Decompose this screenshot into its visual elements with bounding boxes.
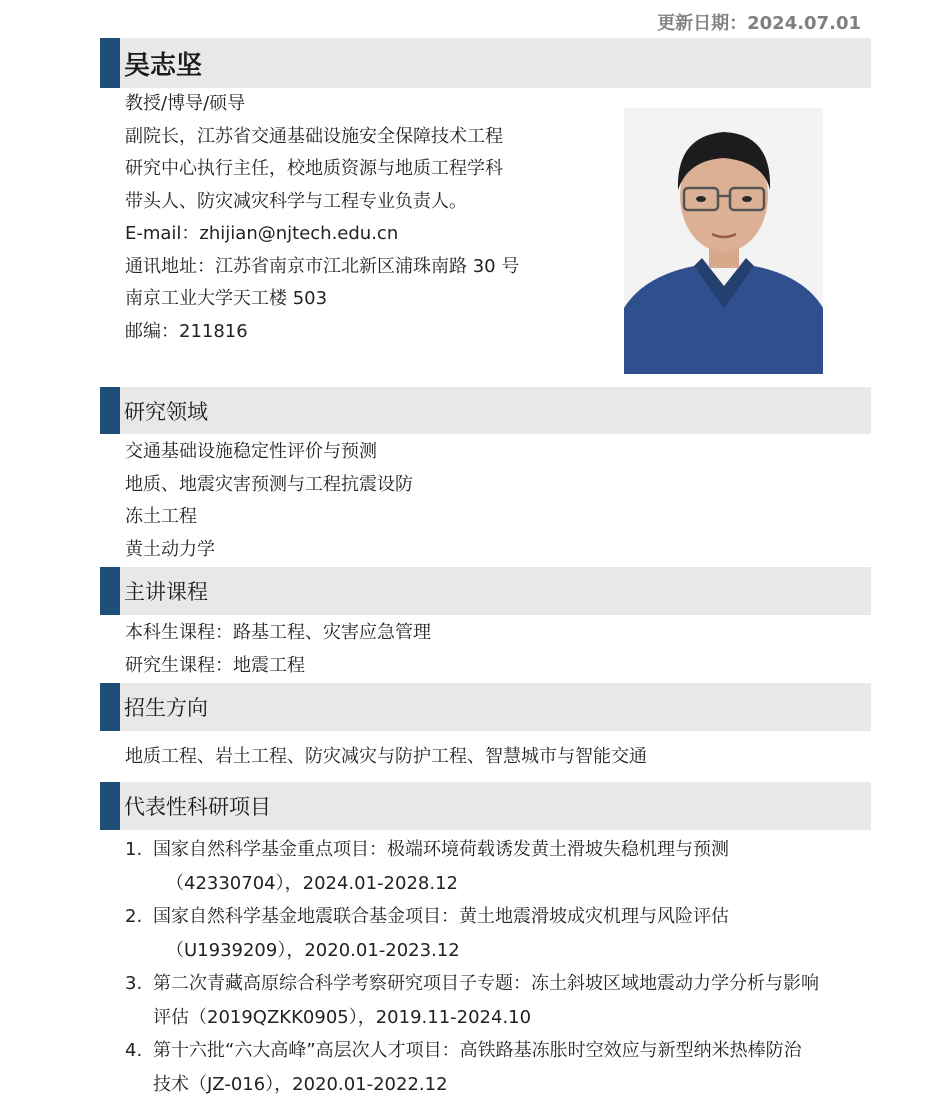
project-item bbox=[125, 967, 819, 1034]
section-header-projects bbox=[100, 782, 871, 830]
project-title: 国家自然科学基金地震联合基金项目：黄土地震滑坡成灾机理与风险评估 bbox=[153, 906, 729, 927]
profile-address: 南京工业大学天工楼 503 bbox=[125, 288, 328, 309]
section-header-admission bbox=[100, 683, 871, 731]
update-date: 更新日期：2024.07.01 bbox=[657, 13, 861, 34]
section-title: 代表性科研项目 bbox=[124, 795, 271, 819]
research-item: 黄土动力学 bbox=[125, 538, 215, 560]
header-accent-bar bbox=[100, 782, 120, 830]
section-title: 研究领域 bbox=[124, 399, 208, 424]
research-item: 冻土工程 bbox=[125, 506, 197, 527]
courses-list bbox=[125, 617, 431, 682]
profile-address: 通讯地址：江苏省南京市江北新区浦珠南路 30 号 bbox=[125, 255, 520, 277]
header-accent-bar bbox=[100, 683, 120, 731]
header-accent-bar bbox=[100, 38, 120, 88]
header-accent-bar bbox=[100, 387, 120, 434]
admission-item: 地质工程、岩土工程、防灾减灾与防护工程、智慧城市与智能交通 bbox=[125, 746, 647, 767]
profile-position: 副院长，江苏省交通基础设施安全保障技术工程 bbox=[125, 125, 503, 147]
profile-position: 研究中心执行主任，校地质资源与地质工程学科 bbox=[125, 158, 503, 179]
profile-photo bbox=[624, 108, 823, 374]
course-item: 研究生课程：地震工程 bbox=[125, 654, 305, 676]
research-list bbox=[125, 436, 413, 566]
portrait-image bbox=[624, 108, 823, 374]
project-number: 3. bbox=[125, 973, 143, 994]
section-title: 主讲课程 bbox=[124, 580, 208, 604]
profile-position: 带头人、防灾减灾科学与工程专业负责人。 bbox=[125, 190, 467, 212]
project-detail: 技术（JZ-016），2020.01-2022.12 bbox=[153, 1073, 448, 1095]
section-title: 招生方向 bbox=[124, 696, 208, 720]
project-title: 第二次青藏高原综合科学考察研究项目子专题：冻土斜坡区域地震动力学分析与影响 bbox=[153, 973, 819, 994]
profile-email: E-mail：zhijian@njtech.edu.cn bbox=[125, 223, 399, 244]
project-number: 4. bbox=[125, 1040, 143, 1061]
course-item: 本科生课程：路基工程、灾害应急管理 bbox=[125, 622, 431, 643]
research-item: 地质、地震灾害预测与工程抗震设防 bbox=[125, 473, 413, 495]
person-name: 吴志坚 bbox=[124, 50, 203, 81]
project-item bbox=[125, 833, 819, 900]
profile-info bbox=[125, 88, 519, 348]
project-number: 2. bbox=[125, 906, 143, 927]
header-accent-bar bbox=[100, 567, 120, 615]
admission-list bbox=[125, 741, 647, 774]
research-item: 交通基础设施稳定性评价与预测 bbox=[125, 441, 377, 462]
section-header-research bbox=[100, 387, 871, 434]
project-item bbox=[125, 900, 819, 967]
project-title: 国家自然科学基金重点项目：极端环境荷载诱发黄土滑坡失稳机理与预测 bbox=[153, 839, 729, 860]
project-item bbox=[125, 1034, 819, 1101]
project-detail: （U1939209），2020.01-2023.12 bbox=[166, 939, 460, 961]
profile-title: 教授/博导/硕导 bbox=[125, 93, 246, 114]
section-header-courses bbox=[100, 567, 871, 615]
profile-postcode: 邮编：211816 bbox=[125, 320, 248, 342]
projects-list bbox=[125, 833, 819, 1101]
project-title: 第十六批“六大高峰”高层次人才项目：高铁路基冻胀时空效应与新型纳米热棒防治 bbox=[153, 1040, 802, 1061]
name-header bbox=[100, 38, 871, 88]
project-number: 1. bbox=[125, 839, 143, 860]
project-detail: 评估（2019QZKK0905），2019.11-2024.10 bbox=[153, 1006, 532, 1028]
project-detail: （42330704），2024.01-2028.12 bbox=[166, 872, 458, 894]
